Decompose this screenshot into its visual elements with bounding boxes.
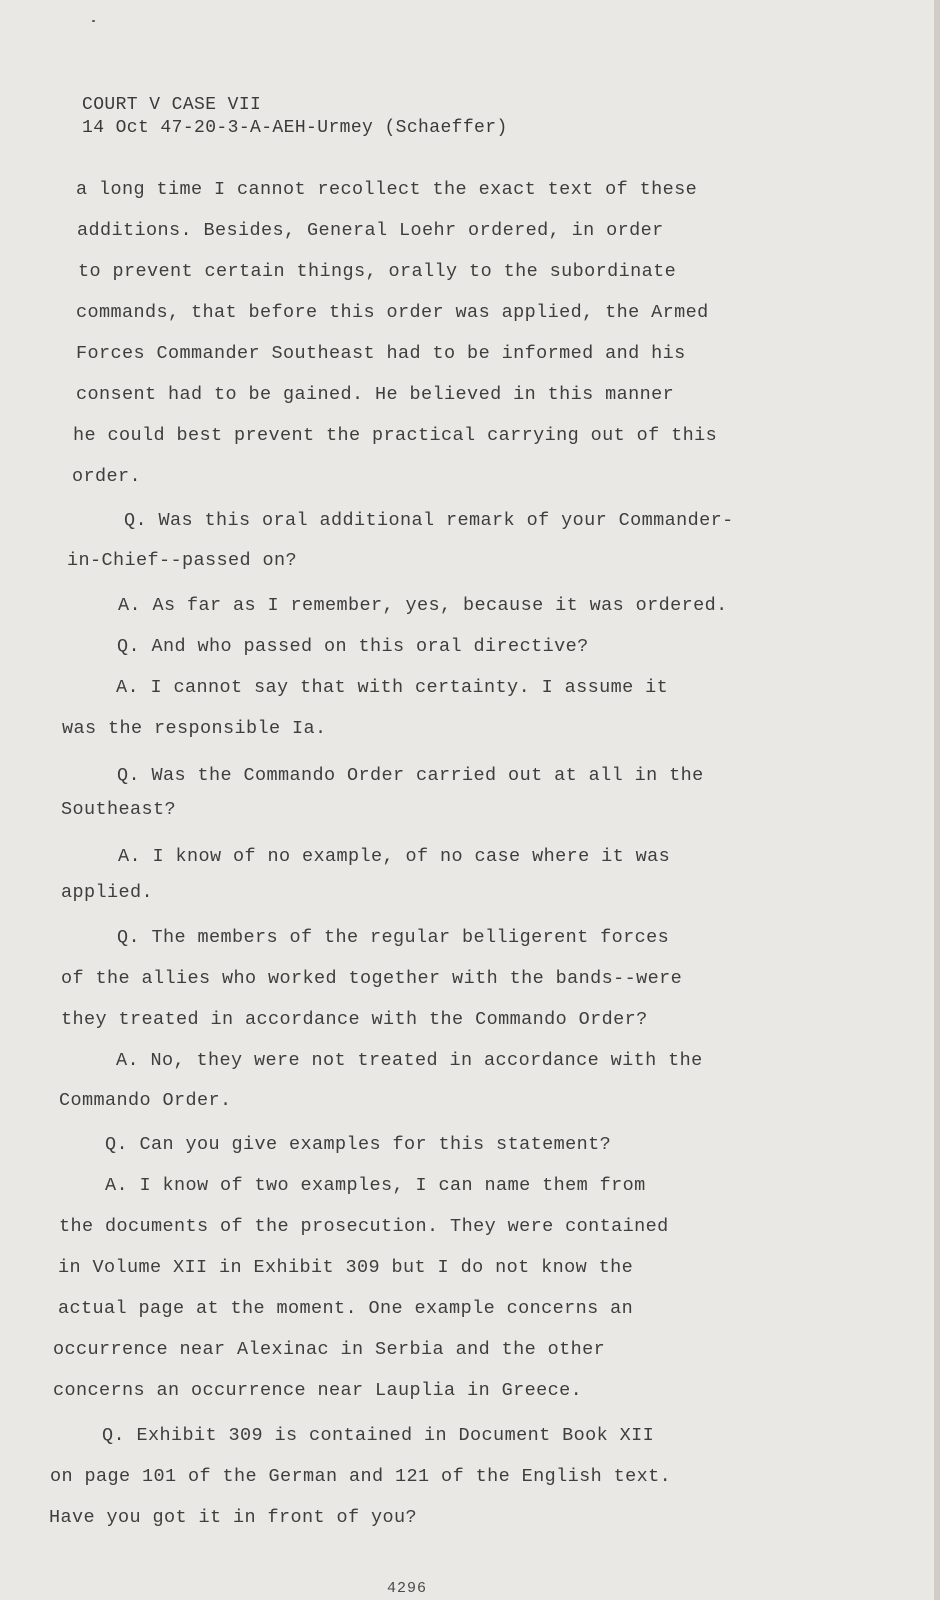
text-line: on page 101 of the German and 121 of the English text. bbox=[50, 1466, 672, 1487]
header-court-case: COURT V CASE VII bbox=[82, 95, 262, 115]
question-line: Q. And who passed on this oral directive? bbox=[117, 636, 589, 657]
text-line: actual page at the moment. One example concerns an bbox=[58, 1298, 634, 1319]
text-line: concerns an occurrence near Lauplia in Greece. bbox=[53, 1380, 583, 1401]
question-line: Q. The members of the regular belligerent forces bbox=[117, 927, 670, 948]
text-line: in-Chief--passed on? bbox=[67, 550, 298, 571]
text-line: Forces Commander Southeast had to be informed and his bbox=[76, 343, 686, 364]
text-line: the documents of the prosecution. They were contained bbox=[59, 1216, 669, 1237]
text-line: Have you got it in front of you? bbox=[49, 1507, 418, 1528]
text-line: he could best prevent the practical carrying out of this bbox=[73, 425, 718, 446]
page-number: 4296 bbox=[387, 1580, 428, 1597]
text-line: to prevent certain things, orally to the subordinate bbox=[78, 261, 677, 282]
text-line: applied. bbox=[61, 882, 154, 903]
text-line: Southeast? bbox=[61, 799, 177, 820]
text-line: was the responsible Ia. bbox=[62, 718, 327, 739]
question-line: Q. Was the Commando Order carried out at all in the bbox=[117, 765, 704, 786]
header-date-reference: 14 Oct 47-20-3-A-AEH-Urmey (Schaeffer) bbox=[82, 118, 508, 138]
text-line: consent had to be gained. He believed in this manner bbox=[76, 384, 675, 405]
text-line: occurrence near Alexinac in Serbia and the other bbox=[53, 1339, 606, 1360]
text-line: of the allies who worked together with the bands--were bbox=[61, 968, 683, 989]
text-line: commands, that before this order was applied, the Armed bbox=[76, 302, 709, 323]
question-line: Q. Exhibit 309 is contained in Document Book XII bbox=[102, 1425, 655, 1446]
answer-line: A. I know of no example, of no case where it was bbox=[118, 846, 671, 867]
text-line: Commando Order. bbox=[59, 1090, 232, 1111]
text-line: order. bbox=[72, 466, 142, 487]
text-line: in Volume XII in Exhibit 309 but I do not know the bbox=[58, 1257, 634, 1278]
answer-line: A. I know of two examples, I can name them from bbox=[105, 1175, 646, 1196]
page-speck bbox=[92, 20, 95, 22]
text-line: additions. Besides, General Loehr ordered, in order bbox=[77, 220, 664, 241]
question-line: Q. Was this oral additional remark of your Commander- bbox=[124, 510, 734, 531]
answer-line: A. I cannot say that with certainty. I assume it bbox=[116, 677, 669, 698]
answer-line: A. As far as I remember, yes, because it was ordered. bbox=[118, 595, 728, 616]
answer-line: A. No, they were not treated in accordance with the bbox=[116, 1050, 703, 1071]
text-line: a long time I cannot recollect the exact text of these bbox=[76, 179, 698, 200]
question-line: Q. Can you give examples for this statement? bbox=[105, 1134, 612, 1155]
text-line: they treated in accordance with the Commando Order? bbox=[61, 1009, 648, 1030]
